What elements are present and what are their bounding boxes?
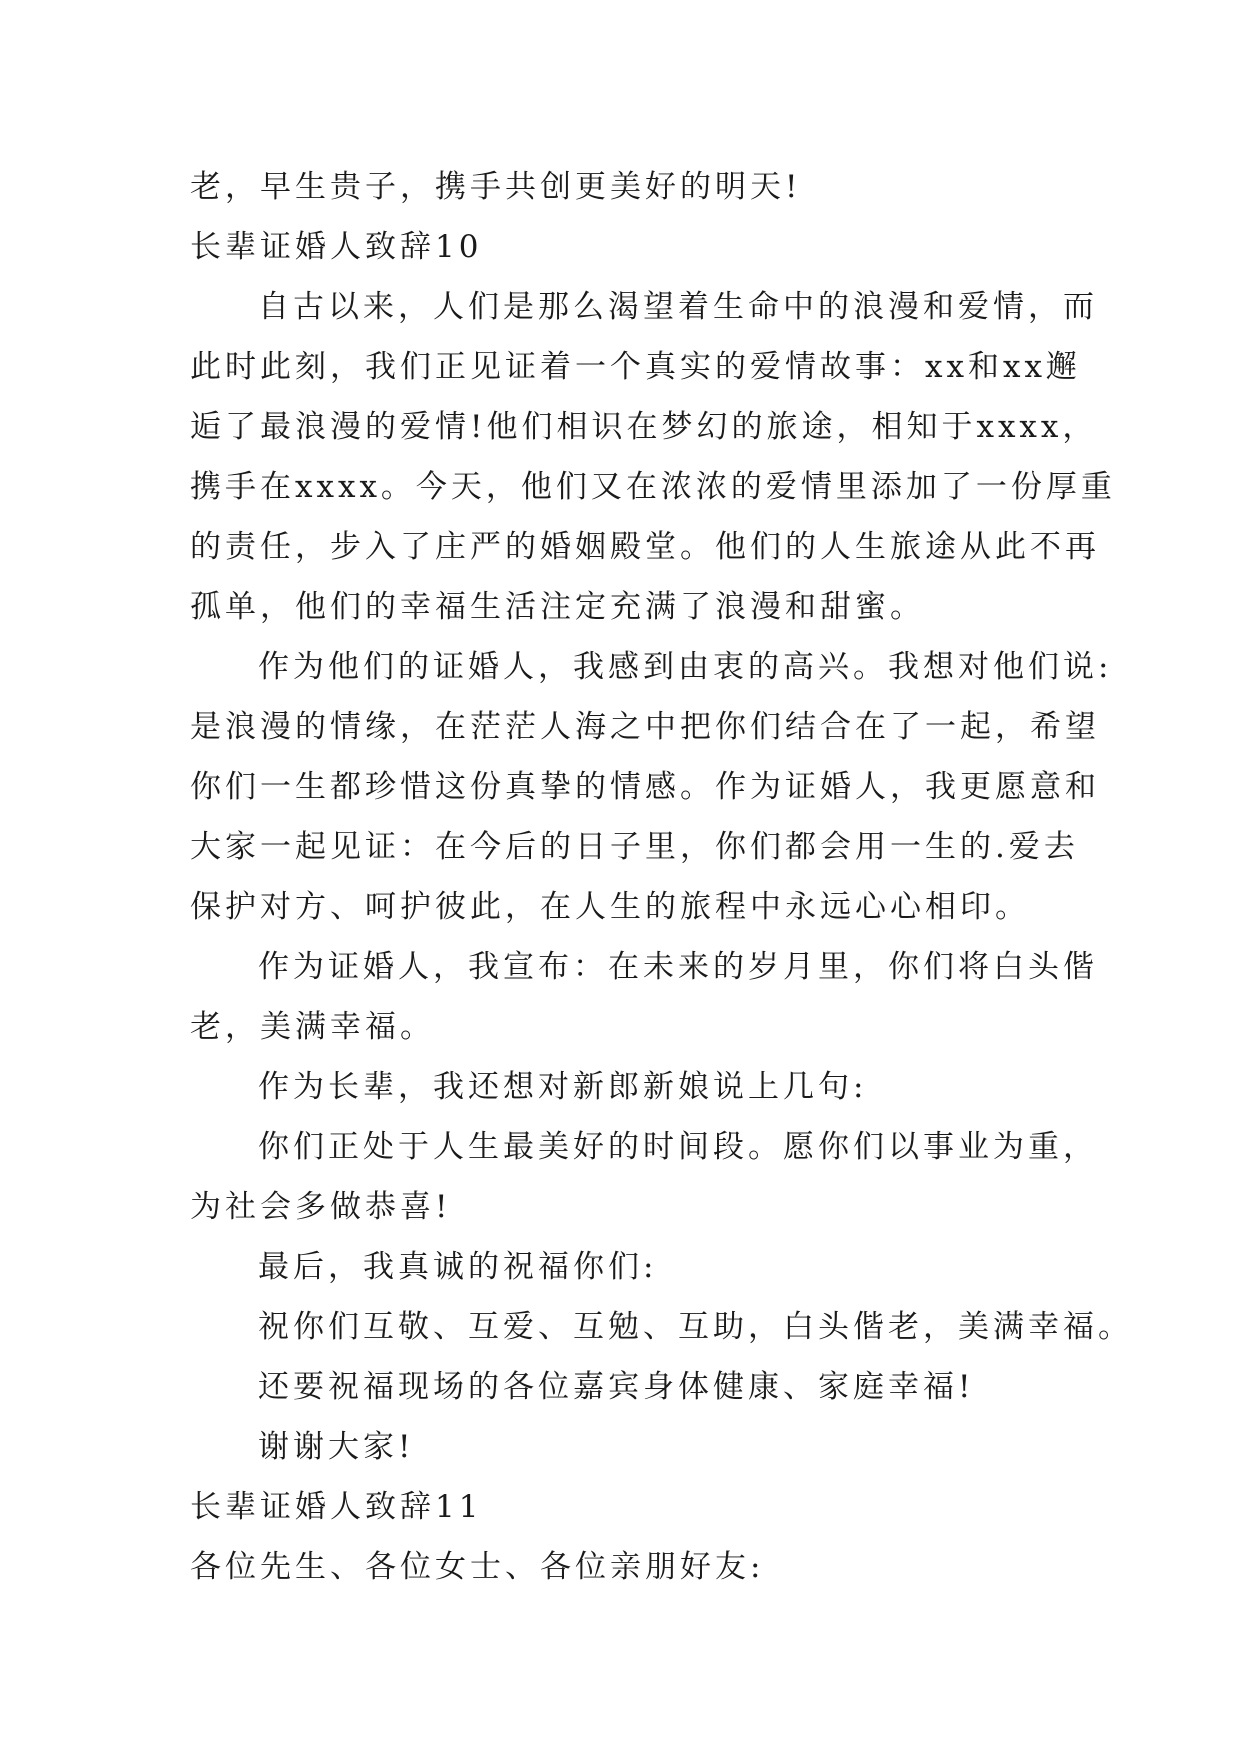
text-line: 逅了最浪漫的爱情!他们相识在梦幻的旅途，相知于xxxx，: [190, 409, 1098, 445]
section-heading: 长辈证婚人致辞10: [190, 229, 483, 265]
text-line: 老，早生贵子，携手共创更美好的明天!: [190, 169, 802, 205]
text-line: 作为长辈，我还想对新郎新娘说上几句:: [258, 1069, 868, 1105]
text-line: 各位先生、各位女士、各位亲朋好友:: [190, 1549, 765, 1585]
text-line: 作为证婚人，我宣布：在未来的岁月里，你们将白头偕: [258, 949, 1098, 985]
text-line: 大家一起见证：在今后的日子里，你们都会用一生的.爱去: [190, 829, 1079, 865]
text-line: 最后，我真诚的祝福你们:: [258, 1249, 658, 1285]
text-line: 携手在xxxx。今天，他们又在浓浓的爱情里添加了一份厚重: [190, 469, 1116, 505]
text-line: 祝你们互敬、互爱、互勉、互助，白头偕老，美满幸福。: [258, 1309, 1133, 1345]
text-line: 的责任，步入了庄严的婚姻殿堂。他们的人生旅途从此不再: [190, 529, 1100, 565]
document-body: [190, 157, 1133, 1597]
text-line: 自古以来，人们是那么渴望着生命中的浪漫和爱情，而: [258, 289, 1098, 325]
text-line: 你们一生都珍惜这份真挚的情感。作为证婚人，我更愿意和: [190, 769, 1100, 805]
section-heading: 长辈证婚人致辞11: [190, 1489, 483, 1525]
text-line: 作为他们的证婚人，我感到由衷的高兴。我想对他们说:: [258, 649, 1113, 685]
text-line: 你们正处于人生最美好的时间段。愿你们以事业为重，: [258, 1129, 1098, 1165]
text-line: 保护对方、呵护彼此，在人生的旅程中永远心心相印。: [190, 889, 1030, 925]
text-line: 是浪漫的情缘，在茫茫人海之中把你们结合在了一起，希望: [190, 709, 1100, 745]
text-line: 谢谢大家!: [258, 1429, 415, 1465]
text-line: 老，美满幸福。: [190, 1009, 435, 1045]
text-line: 为社会多做恭喜!: [190, 1189, 452, 1225]
text-line: 此时此刻，我们正见证着一个真实的爱情故事：xx和xx邂: [190, 349, 1081, 385]
text-line: 孤单，他们的幸福生活注定充满了浪漫和甜蜜。: [190, 589, 925, 625]
text-line: 还要祝福现场的各位嘉宾身体健康、家庭幸福!: [258, 1369, 975, 1405]
